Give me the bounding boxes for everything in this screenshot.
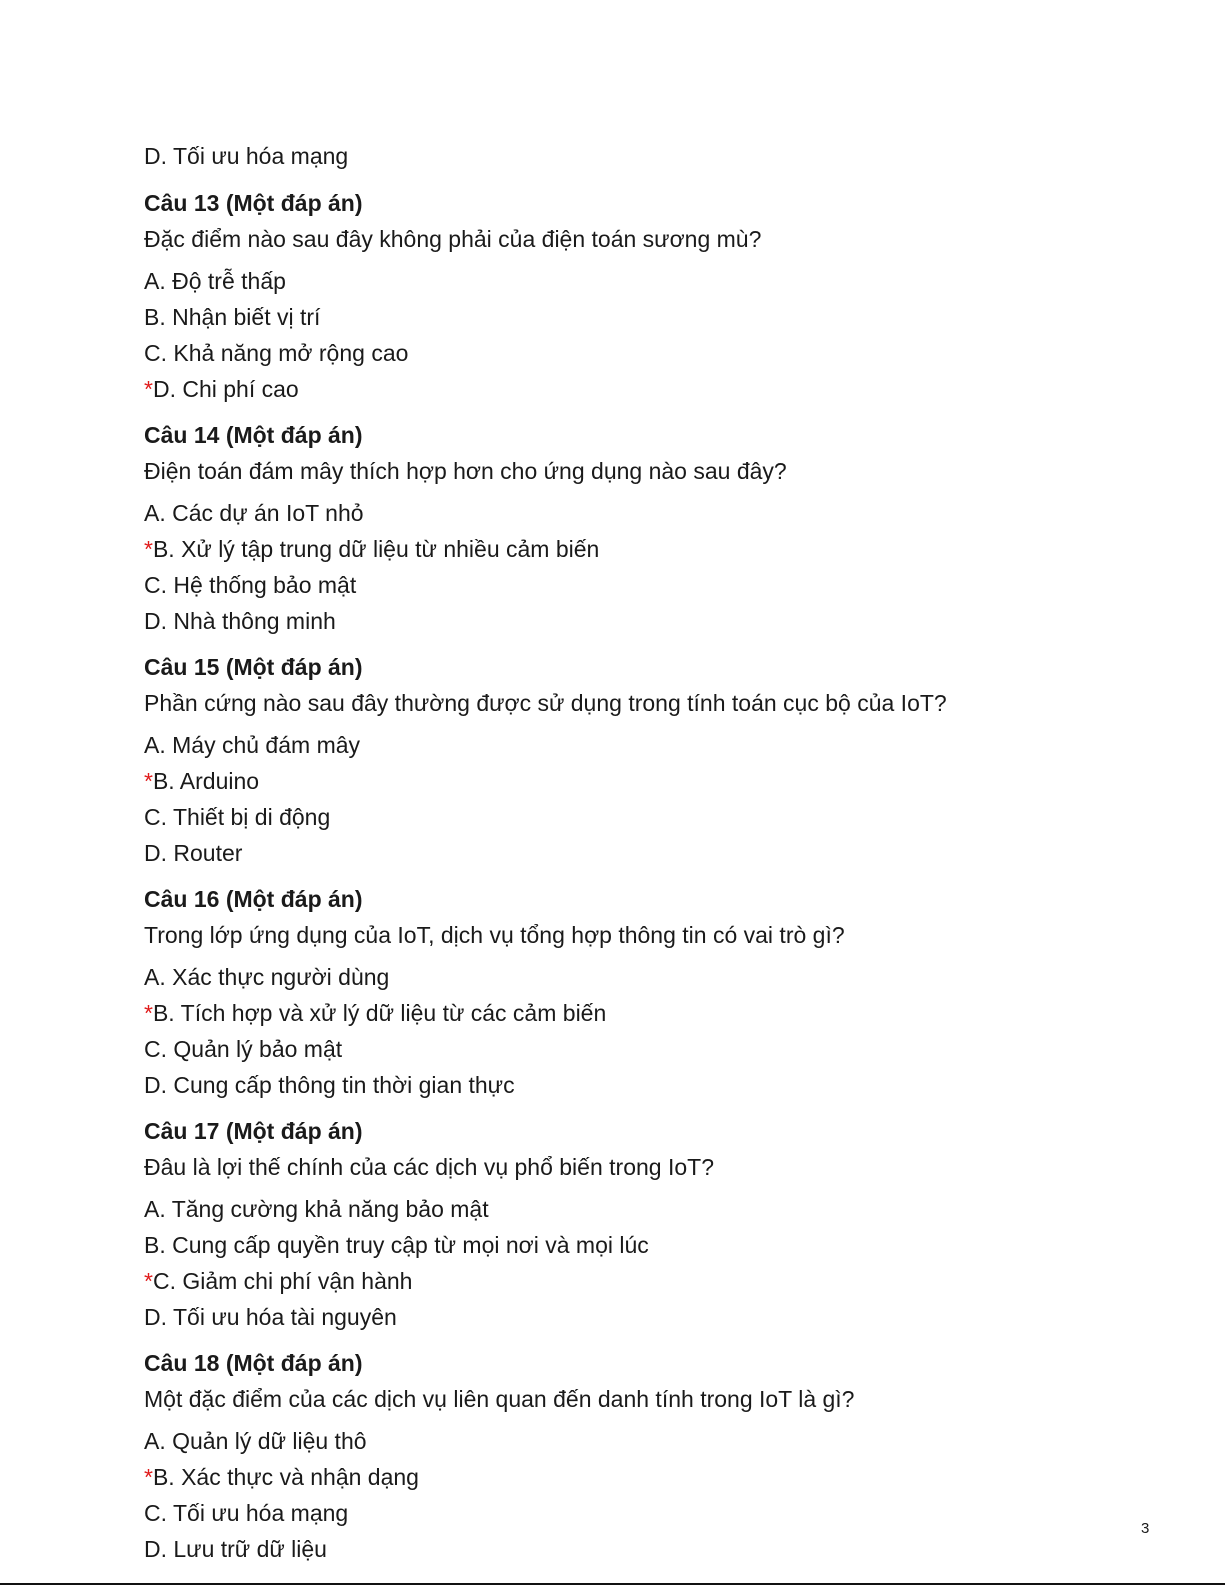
question-text: Phần cứng nào sau đây thường được sử dụng trong tính toán cục bộ của IoT? [144, 690, 947, 716]
answer-option [144, 1067, 1104, 1103]
answer-option [144, 1531, 1104, 1567]
correct-answer-marker: * [144, 1000, 153, 1026]
answer-option [144, 1423, 1104, 1459]
answer-option [144, 263, 1104, 299]
answer-option-text: B. Arduino [152, 768, 260, 794]
answer-option-text: D. Lưu trữ dữ liệu [144, 1536, 327, 1562]
answer-option [144, 335, 1104, 371]
question-block [144, 185, 1104, 407]
correct-answer-marker: * [144, 768, 153, 794]
carry-over-option: D. Tối ưu hóa mạng [144, 143, 349, 169]
answer-option [144, 495, 1104, 531]
question-block [144, 881, 1104, 1103]
answer-option [144, 1031, 1104, 1067]
quiz-page [144, 138, 1104, 1577]
answer-option [144, 727, 1104, 763]
question-text: Trong lớp ứng dụng của IoT, dịch vụ tổng hợp thông tin có vai trò gì? [144, 922, 845, 948]
answer-option-text: D. Tối ưu hóa tài nguyên [144, 1304, 397, 1330]
correct-answer-marker: * [144, 1464, 153, 1490]
answer-option [144, 299, 1104, 335]
question-title: Câu 14 (Một đáp án) [144, 422, 363, 448]
correct-answer-marker: * [144, 536, 153, 562]
answer-option [144, 1299, 1104, 1335]
answer-option-text: C. Khả năng mở rộng cao [144, 340, 409, 366]
answer-option-text: D. Router [144, 840, 243, 866]
question-title: Câu 16 (Một đáp án) [144, 886, 363, 912]
answer-option [144, 799, 1104, 835]
answer-option-text: D. Cung cấp thông tin thời gian thực [144, 1072, 515, 1098]
question-block [144, 1345, 1104, 1567]
answer-option-text: D. Nhà thông minh [144, 608, 336, 634]
answer-option-text: B. Tích hợp và xử lý dữ liệu từ các cảm biến [152, 1000, 607, 1026]
answer-option-text: D. Chi phí cao [152, 376, 299, 402]
page-number: 3 [1141, 1520, 1150, 1537]
question-text: Điện toán đám mây thích hợp hơn cho ứng dụng nào sau đây? [144, 458, 787, 484]
answer-option [144, 835, 1104, 871]
answer-option [144, 959, 1104, 995]
answer-option-text: A. Tăng cường khả năng bảo mật [144, 1196, 489, 1222]
answer-option-text: C. Quản lý bảo mật [144, 1036, 343, 1062]
answer-option-text: B. Nhận biết vị trí [144, 304, 321, 330]
question-text: Một đặc điểm của các dịch vụ liên quan đến danh tính trong IoT là gì? [144, 1386, 855, 1412]
answer-option-text: B. Cung cấp quyền truy cập từ mọi nơi và mọi lúc [144, 1232, 649, 1258]
correct-answer-marker: * [144, 1268, 153, 1294]
answer-option-text: A. Máy chủ đám mây [144, 732, 361, 758]
answer-option-text: A. Độ trễ thấp [144, 268, 286, 294]
answer-option-text: C. Thiết bị di động [144, 804, 331, 830]
answer-option [144, 567, 1104, 603]
answer-option-correct [144, 371, 1104, 407]
answer-option-text: A. Các dự án IoT nhỏ [144, 500, 364, 526]
question-list [144, 185, 1104, 1567]
answer-option-text: A. Quản lý dữ liệu thô [144, 1428, 367, 1454]
correct-answer-marker: * [144, 376, 153, 402]
question-title: Câu 18 (Một đáp án) [144, 1350, 363, 1376]
answer-option-correct [144, 531, 1104, 567]
answer-option-correct [144, 995, 1104, 1031]
question-block [144, 417, 1104, 639]
answer-option [144, 1191, 1104, 1227]
answer-option-text: B. Xử lý tập trung dữ liệu từ nhiều cảm biến [152, 536, 600, 562]
question-block [144, 649, 1104, 871]
question-text: Đâu là lợi thế chính của các dịch vụ phổ biến trong IoT? [144, 1154, 714, 1180]
question-title: Câu 13 (Một đáp án) [144, 190, 363, 216]
answer-option-text: A. Xác thực người dùng [144, 964, 390, 990]
answer-option-correct [144, 763, 1104, 799]
answer-option-text: C. Giảm chi phí vận hành [152, 1268, 413, 1294]
answer-option [144, 1495, 1104, 1531]
question-text: Đặc điểm nào sau đây không phải của điện toán sương mù? [144, 226, 762, 252]
question-title: Câu 17 (Một đáp án) [144, 1118, 363, 1144]
question-title: Câu 15 (Một đáp án) [144, 654, 363, 680]
answer-option-correct [144, 1263, 1104, 1299]
answer-option [144, 1227, 1104, 1263]
answer-option-text: C. Hệ thống bảo mật [144, 572, 357, 598]
answer-option [144, 603, 1104, 639]
answer-option-text: C. Tối ưu hóa mạng [144, 1500, 349, 1526]
answer-option-text: B. Xác thực và nhận dạng [152, 1464, 419, 1490]
question-block [144, 1113, 1104, 1335]
answer-option-correct [144, 1459, 1104, 1495]
